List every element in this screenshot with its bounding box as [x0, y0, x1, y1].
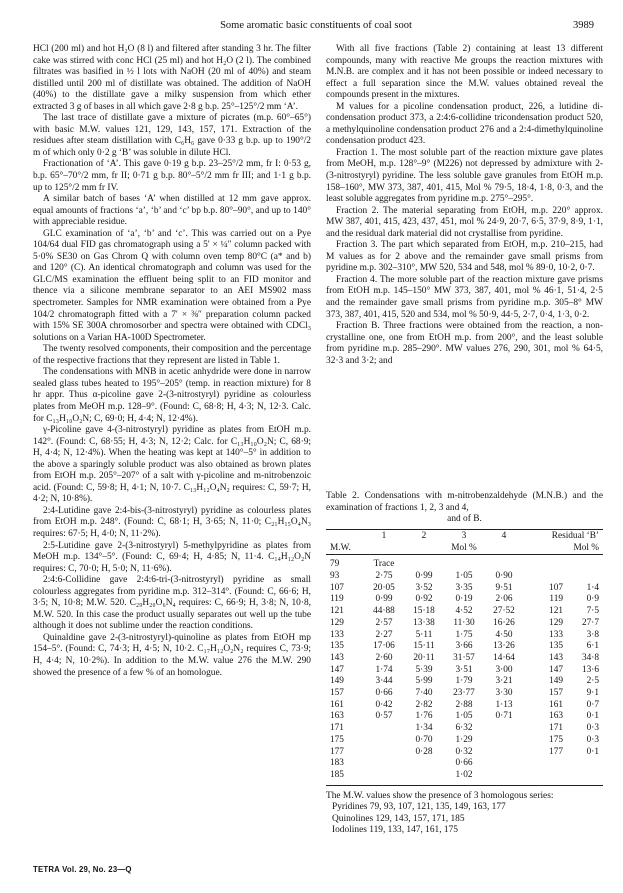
running-title: Some aromatic basic constituents of coal soot [220, 20, 412, 31]
table-cell: 23·77 [453, 688, 475, 699]
table-cell-mw: 135 [330, 641, 344, 652]
table-cell [484, 758, 524, 770]
table-cell-mw: 175 [330, 734, 344, 745]
table-header-cell: 3 [461, 530, 467, 541]
table-cell: 15·11 [413, 641, 435, 652]
paragraph: A similar batch of bases ‘A’ when distilled at 12 mm gave approx. equal amounts of fractions ‘a’, ‘b’ and ‘c’ bp b.p. 80°–90°, and up to 140° with appreciable residue. [33, 194, 311, 228]
table-cell: 0·3 [586, 734, 600, 745]
table-cell [364, 723, 404, 735]
paragraph: 2:4-Lutidine gave 2:4-bis-(3-nitrostyryl) pyridine as colourless plates from EtOH m.p. 248°. (Found: C, 68·1; H, 3·65; N, 11·0; C₂₁H₁₅O₄N₃ requires: 67·5; H, 4·0; N, 11·2%). [33, 505, 311, 539]
table-cell: 143 [549, 652, 563, 663]
table-cell: 0·9 [586, 594, 600, 605]
table-cell: 9·1 [586, 688, 600, 699]
table-cell: 4·52 [455, 606, 473, 617]
table-cell: 0·28 [415, 746, 433, 757]
table-cell: 0·92 [415, 594, 433, 605]
table-cell [484, 770, 524, 782]
table-header-cell: Mol % [451, 543, 477, 554]
table-cell: 2·27 [375, 629, 393, 640]
table-cell-mw: 79 [330, 559, 340, 570]
table-cell: 0·71 [495, 711, 513, 722]
table-row [326, 630, 603, 642]
table-cell-mw: 93 [330, 570, 340, 581]
table-row [326, 700, 603, 712]
table-cell: 0·3 [586, 723, 600, 734]
table-caption-tail: and of B. [447, 514, 482, 525]
table-cell: 0·90 [495, 570, 513, 581]
table-cell-mw: 157 [330, 688, 344, 699]
table-cell: 13·38 [413, 617, 435, 628]
table-cell-mw: 163 [330, 711, 344, 722]
table-row [326, 770, 603, 782]
table-cell: 0·70 [415, 734, 433, 745]
table-cell: 1·05 [455, 570, 473, 581]
table-cell: 3·21 [495, 676, 513, 687]
table-cell-mw: 149 [330, 676, 344, 687]
table-cell-mw: 183 [330, 758, 344, 769]
table-cell-mw: 177 [330, 746, 344, 757]
table-cell: 177 [549, 746, 563, 757]
table-cell: 11·30 [453, 617, 475, 628]
table-cell [567, 557, 603, 571]
table-cell [484, 735, 524, 747]
paragraph: 2:4:6-Collidine gave 2:4:6-tri-(3-nitrostyryl) pyridine as small colourless aggregates from pyridine m.p. 312–314°. (Found: C, 66·6; H, 3·5; N, 10·8; M.W. 520. C₂₉H₂₀O₆N₄ requires: C, 66·9; H, 3·8; N, 10·8, M.W. 520. In this case the product usually separates out well up the tube although it does not sublime under the reaction conditions. [33, 575, 311, 632]
table-cell: 6·32 [455, 723, 473, 734]
table-header-cell: 2 [421, 530, 427, 541]
table-row [326, 557, 603, 571]
table-cell [484, 747, 524, 759]
table-cell: 27·52 [493, 606, 515, 617]
table-cell: 3·51 [455, 664, 473, 675]
table-cell: 161 [549, 699, 563, 710]
table-cell [364, 735, 404, 747]
table-cell-mw: 107 [330, 582, 344, 593]
table-cell: 4·50 [495, 629, 513, 640]
footnote-line: Quinolines 129, 143, 157, 171, 185 [332, 813, 465, 824]
table-cell: 0·66 [375, 688, 393, 699]
table-header-cell: M.W. [330, 543, 351, 554]
table-row [326, 653, 603, 665]
paragraph: Fraction B. Three fractions were obtained from the reaction, a non-crystalline one, one from EtOH m.p. from 200°, and the least soluble from pyridine m.p. 285–290°. MW values 276, 290, 301, mol % 64·5, 32·3 and 3·2; and [326, 321, 603, 366]
paragraph: Fraction 4. The more soluble part of the reaction mixture gave prisms from EtOH m.p. 145–150° MW 373, 387, 401, mol % 46·1, 51·4, 2·5 and the remainder gave small prisms from pyridine m.p. 305–8° MW 373, 387, 401, 415, 520 and 534, mol % 50·9, 44·5, 2·7, 0·4, 1·3, 0·2. [326, 274, 603, 320]
table-cell: 121 [549, 606, 563, 617]
table-cell: 119 [549, 594, 563, 605]
table-cell [567, 758, 603, 770]
table-cell: 1·74 [375, 664, 393, 675]
table-cell: Trace [373, 559, 395, 570]
page-header [38, 19, 594, 33]
paragraph: The last trace of distillate gave a mixture of picrates (m.p. 60°–65°) with basic M.W. values 121, 129, 143, 157, 171. Extraction of the residues after steam distillation with C₆H₆ gave 0·33 g b.p. up to 190°/2 m of which only 0·2 g ‘B’ was soluble in dilute HCl. [33, 113, 311, 158]
table-cell: 135 [549, 641, 563, 652]
table-cell: 7·5 [586, 606, 600, 617]
footnote-text: The M.W. values show the presence of 3 homologous series: [326, 790, 554, 801]
paragraph: Fraction 1. The most soluble part of the reaction mixture gave plates from MeOH, m.p. 128°–9° (M226) not depressed by admixture with 2-(3-nitrostyryl) pyridine. The less soluble gave granules from EtOH m.p. 158–160°, MW 373, 387, 401, 415, Mol % 79·5, 18·4, 1·8, 0·3, and the least soluble aggregates from pyridine m.p. 275°–295°. [326, 147, 603, 205]
paragraph: With all five fractions (Table 2) containing at least 13 different compounds, many with reactive Me groups the reaction mixtures with M.N.B. are complex and it has not been possible or indeed necessary to effect a full separation since the M.W. values obtained reveal the compounds present in the mixtures. [326, 44, 603, 101]
table-cell: 1·4 [586, 582, 600, 593]
table-cell-mw: 119 [330, 594, 344, 605]
table-cell: 0·19 [455, 594, 473, 605]
table-cell: 157 [549, 688, 563, 699]
table-2-data [326, 530, 603, 782]
table-cell: 1·34 [415, 723, 433, 734]
table-cell-mw: 143 [330, 652, 344, 663]
table-cell-mw: 121 [330, 606, 344, 617]
table-cell: 133 [549, 629, 563, 640]
table-cell: 3·66 [455, 641, 473, 652]
table-cell: 1·75 [455, 629, 473, 640]
table-row [326, 723, 603, 735]
footnote-line: Iodolines 119, 133, 147, 161, 175 [332, 825, 458, 836]
table-header-cell: Residual ‘B’ [551, 530, 600, 541]
table-cell: 27·7 [581, 617, 600, 628]
table-cell-mw: 129 [330, 617, 344, 628]
right-column [326, 44, 603, 491]
table-cell [364, 770, 404, 782]
page-number: 3989 [573, 20, 594, 31]
journal-footer-mark: TETRA Vol. 29, No. 23—Q [33, 865, 132, 874]
table-cell: 20·11 [413, 652, 435, 663]
table-row [326, 735, 603, 747]
table-cell: 171 [549, 723, 563, 734]
table-cell: 7·40 [415, 688, 433, 699]
table-cell [404, 758, 444, 770]
table-cell: 0·7 [586, 699, 600, 710]
table-cell: 1·02 [455, 769, 473, 780]
table-cell: 3·44 [375, 676, 393, 687]
paragraph: Fraction 3. The part which separated from EtOH, m.p. 210–215, had M values as for 2 above and the remainder gave small prisms from pyridine m.p. 302–310°, MW 520, 534 and 548, mol % 89·0, 10·2, 0·7. [326, 240, 603, 274]
table-cell: 3·35 [455, 582, 473, 593]
table-cell: 1·79 [455, 676, 473, 687]
table-cell: 0·42 [375, 699, 393, 710]
left-column [33, 44, 311, 864]
table-cell: 9·51 [495, 582, 513, 593]
table-cell: 1·76 [415, 711, 433, 722]
table-body [326, 557, 603, 781]
table-cell: 0·66 [455, 758, 473, 769]
paragraph: M values for a picoline condensation product, 226, a lutidine di-condensation product 373, a 2:4:6-collidine tricondensation product 520, a methylquinoline condensation product 276 and a 2:4-dimethylquinoline condensation product 423. [326, 101, 603, 147]
table-cell: 14·64 [493, 652, 515, 663]
table-cell: 3·52 [415, 582, 433, 593]
table-caption [326, 491, 603, 526]
table-cell: 0·99 [415, 570, 433, 581]
table-cell [567, 770, 603, 782]
table-cell: 13·6 [581, 664, 600, 675]
table-cell: 2·82 [415, 699, 433, 710]
table-cell: 0·57 [375, 711, 393, 722]
table-cell: 3·8 [586, 629, 600, 640]
table-cell: 107 [549, 582, 563, 593]
paragraph: HCl (200 ml) and hot H₂O (8 l) and filtered after standing 3 hr. The filter cake was stirred with conc HCl (25 ml) and hot H₂O (2 l). The combined filtrates was basified in ½ l lots with NaOH (20 ml of 40%) and steam distilled until 200 ml of distillate was obtained. The addition of NaOH (40%) to the distillate gave a milky suspension from which ether extracted 3 g of bases in all which gave 2·8 g b.p. 25°–125°/2 mm ‘A’. [33, 44, 311, 112]
table-cell: 15·18 [413, 606, 435, 617]
table-cell: 1·29 [455, 734, 473, 745]
table-cell-mw: 133 [330, 629, 344, 640]
table-cell: 2·06 [495, 594, 513, 605]
paragraph: The condensations with MNB in acetic anhydride were done in narrow sealed glass tubes heated to 195°–205° (temp. in reaction mixture) for 8 hr appr. Thus α-picoline gave 2-(3-nitrostyryl) pyridine as colourless plates from MeOH m.p. 128–9°. (Found: C, 68·8; H, 4·3; N, 12·3. Calc. for C₁₃H₁₀O₂N; C, 69·0; H, 4·4; N, 12·4%). [33, 367, 311, 424]
table-cell [524, 571, 567, 583]
paragraph: GLC examination of ‘a’, ‘b’ and ‘c’. This was carried out on a Pye 104/64 dual FID gas chromatograph using a 5′ × ¼″ column packed with 5·0% SE30 on Gas Chrom Q with column oven temp 80°C (a* and b) and 120° (C). An identical chromatograph and column was used for the GLC/MS examination the effluent being split to an FID monitor and thence via a silicone membrane separator to an AEI MS902 mass spectrometer. Samples for NMR examination were obtained from a Pye 104/2 chromatograph fitted with a 7′ × ⅜″ preparation column packed with 15% SE 300A chromosorber and spectra were obtained with CDCl₃ solutions on a Varian HA-100D Spectrometer. [33, 228, 311, 343]
table-cell-mw: 171 [330, 723, 344, 734]
table-row [326, 618, 603, 630]
table-cell: 5·11 [415, 629, 433, 640]
table-cell: 13·26 [493, 641, 515, 652]
table-cell: 3·30 [495, 688, 513, 699]
paragraph: Fraction 2. The material separating from EtOH, m.p. 220° approx. MW 387, 401, 415, 423, 437, 451, mol % 24·9, 20·7, 6·5, 37·9, 8·9, 1·1, and the residual dark material did not crystallise from pyridine. [326, 205, 603, 239]
table-cell [524, 770, 567, 782]
table-cell: 17·06 [373, 641, 395, 652]
table-cell: 2·60 [375, 652, 393, 663]
paragraph: Quinaldine gave 2-(3-nitrostyryl)-quinoline as plates from EtOH mp 154–5°. (Found: C, 74·3; H, 4·5; N, 10·2. C₁₇H₁₂O₂N₂ requires C, 73·9; H, 4·4; N, 10·2%). In addition to the M.W. value 276 the M.W. 290 showed the presence of a few % of an homologue. [33, 632, 311, 678]
table-header-cell: Mol % [573, 543, 600, 554]
table-caption-main: Table 2. Condensations with m-nitrobenzaldehyde (M.N.B.) and the examination of fractions 1, 2, 3 and 4, [326, 491, 603, 513]
paragraph: 2:5-Lutidine gave 2-(3-nitrostyryl) 5-methylpyridine as plates from MeOH m.p. 134°–5°. (Found: C, 69·4; H, 4·85; N, 11·4. C₁₄H₁₂O₂N requires: C, 70·0; H, 5·0; N, 11·6%). [33, 540, 311, 574]
table-cell [524, 557, 567, 571]
table-bottom-rule [326, 785, 603, 786]
paragraph: The twenty resolved components, their composition and the percentage of the respective fractions that they represent are listed in Table 1. [33, 344, 311, 366]
table-cell: 147 [549, 664, 563, 675]
table-cell-mw: 161 [330, 699, 344, 710]
table-cell: 1·13 [495, 699, 513, 710]
table-cell-mw: 147 [330, 664, 344, 675]
table-cell: 0·1 [586, 711, 600, 722]
table-cell: 44·88 [373, 606, 395, 617]
table-cell: 6·1 [586, 641, 600, 652]
table-cell: 2·88 [455, 699, 473, 710]
table-cell: 175 [549, 734, 563, 745]
table-2 [326, 491, 603, 837]
table-cell [484, 557, 524, 571]
table-cell: 163 [549, 711, 563, 722]
table-cell: 149 [549, 676, 563, 687]
table-cell-mw: 185 [330, 769, 344, 780]
table-cell: 5·39 [415, 664, 433, 675]
table-row [326, 711, 603, 723]
table-cell [444, 557, 484, 571]
table-cell: 16·26 [493, 617, 515, 628]
table-cell: 2·5 [586, 676, 600, 687]
table-cell [364, 758, 404, 770]
table-row [326, 665, 603, 677]
table-cell: 2·57 [375, 617, 393, 628]
table-cell: 5·99 [415, 676, 433, 687]
table-cell [567, 571, 603, 583]
table-row [326, 676, 603, 688]
table-cell [404, 557, 444, 571]
table-cell: 0·1 [586, 746, 600, 757]
footnote-line: Pyridines 79, 93, 107, 121, 135, 149, 163, 177 [332, 802, 506, 813]
table-cell: 31·57 [453, 652, 475, 663]
table-row [326, 688, 603, 700]
table-row [326, 758, 603, 770]
table-footnote [326, 791, 603, 837]
table-header-cell: 4 [501, 530, 507, 541]
table-row [326, 747, 603, 759]
paragraph: γ-Picoline gave 4-(3-nitrostyryl) pyridine as plates from EtOH m.p. 142°. (Found: C, 68·55; H, 4·3; N, 12·2; Calc. for C₁₃H₁₀O₂N; C, 68·9; H, 4·4; N, 12·4%). When the heating was kept at 140°–5° in addition to the above a sparingly soluble product was also obtained as brown plates from EtOH m.p. 205°–207° of a salt with γ-picoline and m-nitrobenzoic acid. (Found: C, 59·8; H, 4·1; N, 10·7. C₁₃H₁₂O₄N₂ requires: C, 59·7; H, 4·2; N, 10·8%). [33, 425, 311, 505]
table-cell [484, 723, 524, 735]
table-cell: 0·99 [375, 594, 393, 605]
table-cell: 34·8 [581, 652, 600, 663]
table-row [326, 594, 603, 606]
table-cell: 0·32 [455, 746, 473, 757]
table-cell: 20·05 [373, 582, 395, 593]
table-cell [364, 747, 404, 759]
table-row [326, 641, 603, 653]
table-cell [524, 758, 567, 770]
table-cell: 2·75 [375, 570, 393, 581]
paragraph: Fractionation of ‘A’. This gave 0·19 g b.p. 23–25°/2 mm, fr I: 0·53 g, b.p. 65°–70°/2 mm, fr II; 0·71 g b.p. 80°–5°/2 mm fr III; and 1·1 g b.p. up to 125°/2 mm fr IV. [33, 159, 311, 193]
table-cell: 129 [549, 617, 563, 628]
table-row [326, 571, 603, 583]
table-cell [404, 770, 444, 782]
table-row [326, 583, 603, 595]
table-cell: 3·00 [495, 664, 513, 675]
table-header-cell: 1 [381, 530, 387, 541]
table-row [326, 606, 603, 618]
table-cell: 1·05 [455, 711, 473, 722]
